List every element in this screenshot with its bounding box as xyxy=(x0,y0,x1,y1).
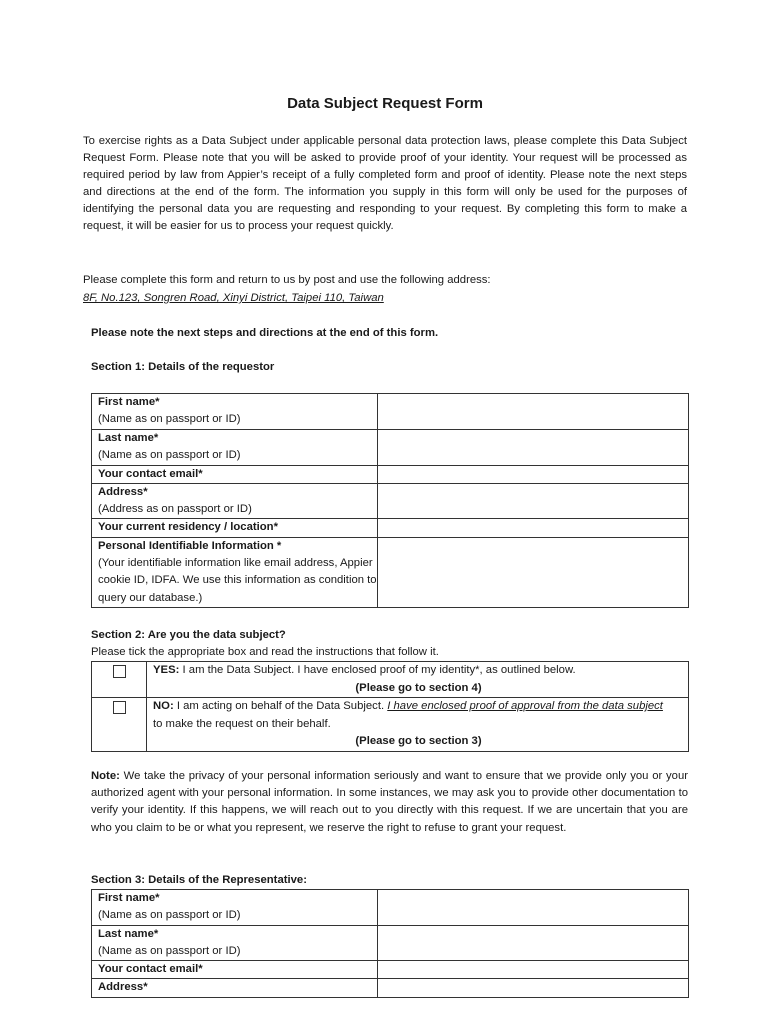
contact-email-label: Your contact email* xyxy=(98,467,203,480)
no-key: NO: xyxy=(153,700,174,712)
requestor-details-table xyxy=(91,393,689,608)
yes-text: I am the Data Subject. I have enclosed proof of my identity*, as outlined below. xyxy=(179,664,576,676)
table-row xyxy=(92,537,689,607)
field-label-cell xyxy=(92,979,378,997)
no-option-cell xyxy=(147,698,689,752)
field-label-cell xyxy=(92,430,378,466)
table-row xyxy=(92,698,689,752)
yes-key: YES: xyxy=(153,664,180,676)
field-label-cell xyxy=(92,890,378,926)
field-label-cell xyxy=(92,537,378,607)
note-text: We take the privacy of your personal information seriously and want to ensure that we provide only you or your authorized agent with your personal information. In some instances, we may ask you to provide other documentation to verify your identity. If this happens, we will reach out to you directly with this request. If we are uncertain that you are who you claim to be or what you represent, we reserve the right to refuse to grant your request. xyxy=(91,770,688,834)
table-row xyxy=(92,961,689,979)
rep-last-name-hint: (Name as on passport or ID) xyxy=(98,944,241,957)
field-label-cell xyxy=(92,394,378,430)
table-row xyxy=(92,925,689,961)
last-name-hint: (Name as on passport or ID) xyxy=(98,449,241,462)
note-key: Note: xyxy=(91,770,120,782)
section3-heading: Section 3: Details of the Representative: xyxy=(91,874,307,886)
residency-input-cell[interactable] xyxy=(378,519,689,537)
table-row xyxy=(92,465,689,483)
last-name-input-cell[interactable] xyxy=(378,430,689,466)
no-checkbox-cell xyxy=(92,698,147,752)
postal-address: 8F, No.123, Songren Road, Xinyi District, Taipei 110, Taiwan xyxy=(83,292,384,304)
section2-instruction: Please tick the appropriate box and read the instructions that follow it. xyxy=(91,646,439,658)
rep-address-label: Address* xyxy=(98,981,148,994)
rep-last-name-label: Last name* xyxy=(98,927,159,940)
table-row xyxy=(92,483,689,519)
first-name-input-cell[interactable] xyxy=(378,394,689,430)
field-label-cell xyxy=(92,961,378,979)
no-text: I am acting on behalf of the Data Subject. xyxy=(173,700,388,712)
rep-first-name-label: First name* xyxy=(98,892,160,904)
data-subject-choice-table xyxy=(91,661,689,752)
yes-goto: (Please go to section 4) xyxy=(355,681,482,694)
last-name-label: Last name* xyxy=(98,432,159,444)
address-hint: (Address as on passport or ID) xyxy=(98,503,252,516)
yes-checkbox[interactable] xyxy=(113,665,126,678)
table-row xyxy=(92,394,689,430)
section1-heading: Section 1: Details of the requestor xyxy=(91,361,275,373)
table-row xyxy=(92,662,689,698)
contact-email-input-cell[interactable] xyxy=(378,465,689,483)
rep-contact-email-label: Your contact email* xyxy=(98,963,203,976)
first-name-label: First name* xyxy=(98,396,160,408)
intro-paragraph: To exercise rights as a Data Subject under applicable personal data protection laws, please complete this Data Subject Request Form. Please note that you will be asked to provide proof of your identity. Your request will be processed as required period by law from Appier’s receipt of a fully completed form and proof of identity. Please note the next steps and directions at the end of the form. The information you supply in this form will only be used for the purposes of identifying the personal data you are requesting and responding to your request. By completing this form to make a request, it will be easier for us to process your request quickly. xyxy=(83,135,687,233)
rep-address-input-cell[interactable] xyxy=(378,979,689,997)
yes-option-cell xyxy=(147,662,689,698)
field-label-cell xyxy=(92,465,378,483)
post-instruction: Please complete this form and return to us by post and use the following address: xyxy=(83,274,491,286)
table-row xyxy=(92,519,689,537)
field-label-cell xyxy=(92,519,378,537)
representative-details-table xyxy=(91,889,689,998)
pii-input-cell[interactable] xyxy=(378,537,689,607)
pii-label: Personal Identifiable Information * xyxy=(98,539,282,552)
no-goto: (Please go to section 3) xyxy=(355,735,482,747)
yes-checkbox-cell xyxy=(92,662,147,698)
pii-hint: (Your identifiable information like email address, Appier cookie ID, IDFA. We use this information as condition to query our database.) xyxy=(98,557,377,604)
address-input-cell[interactable] xyxy=(378,483,689,519)
no-text-continued: to make the request on their behalf. xyxy=(153,717,331,730)
table-row xyxy=(92,430,689,466)
residency-label: Your current residency / location* xyxy=(98,521,278,534)
privacy-note xyxy=(91,768,688,837)
address-label: Address* xyxy=(98,485,148,498)
rep-contact-email-input-cell[interactable] xyxy=(378,961,689,979)
section2-heading: Section 2: Are you the data subject? xyxy=(91,629,286,641)
rep-first-name-hint: (Name as on passport or ID) xyxy=(98,909,241,922)
table-row xyxy=(92,979,689,997)
next-steps-note: Please note the next steps and directions at the end of this form. xyxy=(91,327,439,339)
first-name-hint: (Name as on passport or ID) xyxy=(98,413,241,426)
no-proof-text: I have enclosed proof of approval from the data subject xyxy=(387,700,663,712)
page-title: Data Subject Request Form xyxy=(287,95,483,112)
field-label-cell xyxy=(92,483,378,519)
no-checkbox[interactable] xyxy=(113,701,126,714)
rep-last-name-input-cell[interactable] xyxy=(378,925,689,961)
table-row xyxy=(92,890,689,926)
field-label-cell xyxy=(92,925,378,961)
rep-first-name-input-cell[interactable] xyxy=(378,890,689,926)
